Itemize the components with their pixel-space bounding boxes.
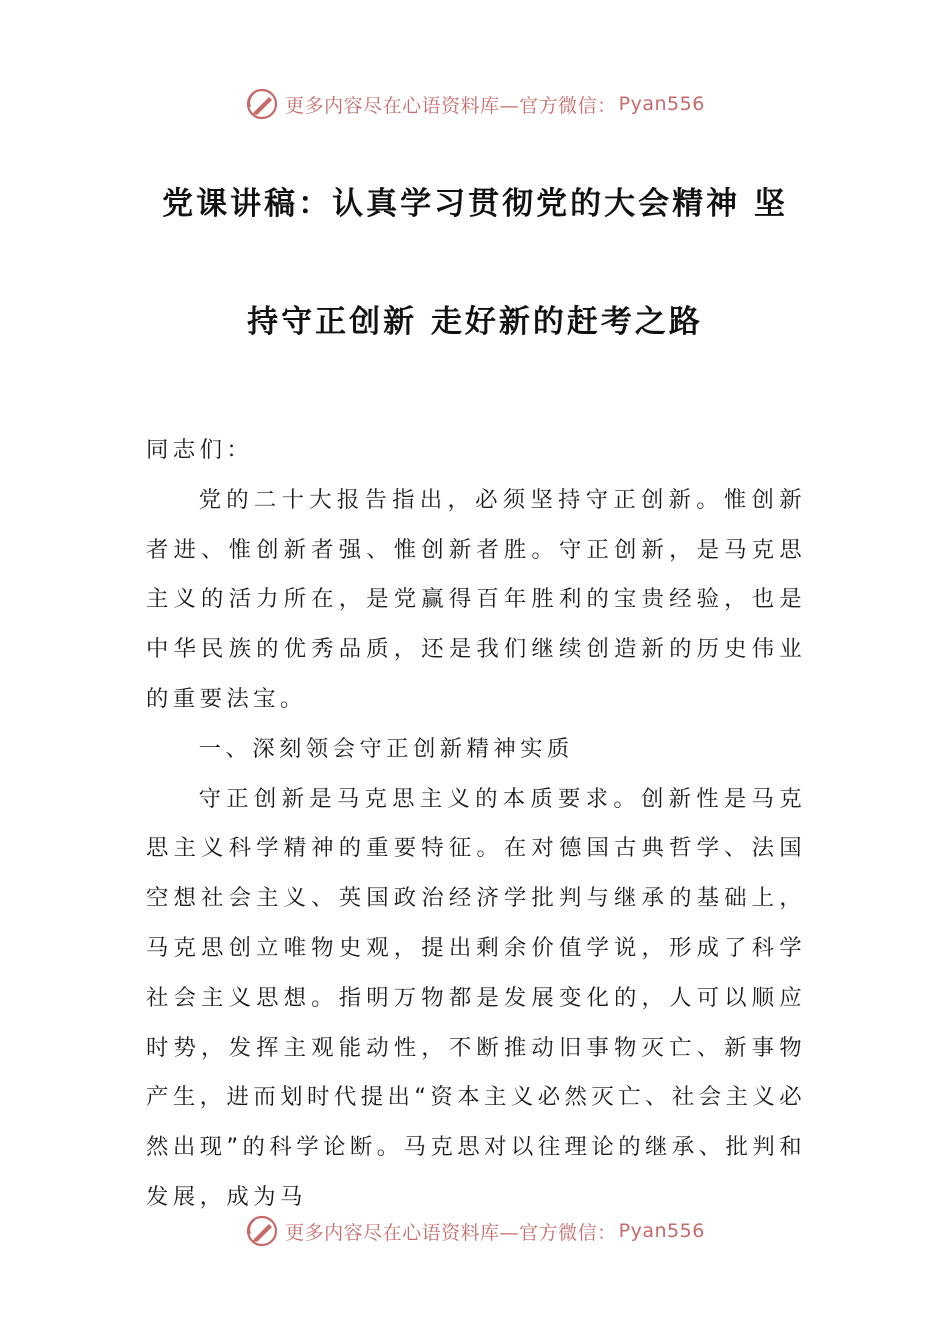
watermark-text: 更多内容尽在心语资料库—官方微信： [285, 1221, 617, 1244]
salutation: 同志们： [146, 437, 254, 463]
paragraph-1: 党的二十大报告指出，必须坚持守正创新。惟创新者进、惟创新者强、惟创新者胜。守正创新，是马克思主义的活力所在，是党赢得百年胜利的宝贵经验，也是中华民族的优秀品质，还是我们继续创造新的历史伟业的重要法宝。 [146, 486, 806, 712]
document-title-line-2: 持守正创新 走好新的赶考之路 [247, 304, 703, 340]
watermark-footer [0, 1211, 950, 1251]
watermark-wechat-id: Pyan556 [618, 1220, 705, 1242]
section-heading-1: 一、深刻领会守正创新精神实质 [198, 735, 574, 762]
document-body [146, 426, 806, 1223]
document-title-line-1: 党课讲稿：认真学习贯彻党的大会精神 坚 [162, 186, 788, 222]
watermark-text: 更多内容尽在心语资料库—官方微信： [285, 94, 617, 117]
watermark-header [0, 84, 950, 124]
paragraph-2: 守正创新是马克思主义的本质要求。创新性是马克思主义科学精神的重要特征。在对德国古典哲学、法国空想社会主义、英国政治经济学批判与继承的基础上，马克思创立唯物史观，提出剩余价值学说，形成了科学社会主义思想。指明万物都是发展变化的，人可以顺应时势，发挥主观能动性，不断推动旧事物灭亡、新事物产生，进而划时代提出“资本主义必然灭亡、社会主义必然出现”的科学论断。马克思对以往理论的继承、批判和发展，成为马 [146, 785, 806, 1210]
pen-logo-icon [245, 1214, 279, 1248]
pen-logo-icon [245, 87, 279, 121]
watermark-wechat-id: Pyan556 [618, 93, 705, 115]
